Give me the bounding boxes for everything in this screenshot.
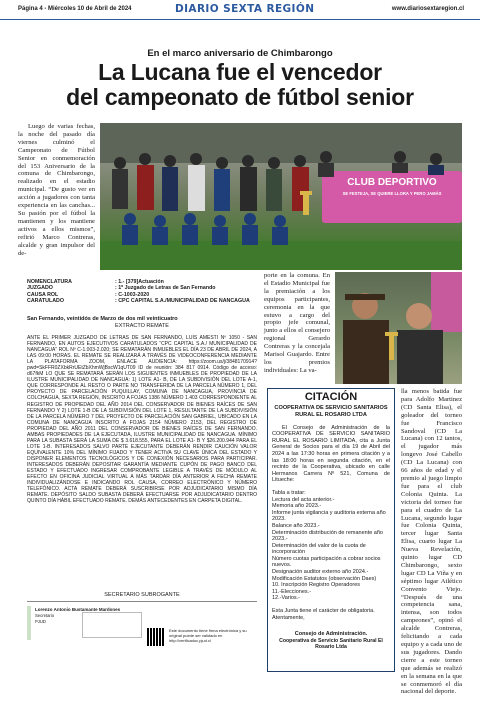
legal-row: CARATULADO : CPC CAPITAL S.A./MUNICIPALIDAD DE NANCAGUA <box>27 297 250 304</box>
signature-box <box>27 601 257 647</box>
award-photo-illustration <box>335 272 462 384</box>
citation-heading: CITACIÓN <box>304 391 358 403</box>
agenda-item: 11.-Elecciones.- <box>272 588 312 595</box>
qr-code <box>147 628 165 646</box>
agenda-item: 12.-Varios.- <box>272 595 301 602</box>
banner-title: CLUB DEPORTIVO <box>347 177 437 188</box>
legal-row: NOMENCLATURA : 1.- [379]Actuación <box>27 279 164 285</box>
article-column-1: Luego de varias fechas, la noche del pasado día viernes culminó el Campeonato de Fútbol Senior en conmemoración del 153 Aniversario de la comuna de Chimbarongo, realizado en el estadio municipal. “De gusto ver en acción a jugadores con tanta experiencia en las canchas... Su pasión por el fútbol la mantienen y los mantiene activos a ellos mismos”, refirió Marco Contreras, alcalde y gran impulsor del de- <box>18 123 95 257</box>
team-photo <box>100 123 462 270</box>
article-kicker: En el marco aniversario de Chimbarongo <box>147 48 333 59</box>
agenda-item: Balance año 2023.- <box>272 522 320 529</box>
page-header <box>0 0 480 20</box>
signature-note: Este documento tiene firma electrónica y su original puede ser validado en http://verificadoc.pjud.cl <box>169 628 247 643</box>
agenda-item: Número cuotas participación a cobrar socios nuevos. <box>272 555 381 569</box>
legal-place-date: San Fernando, veintidós de Marzo de dos mil veinticuatro <box>27 316 178 322</box>
extract-body: ANTE EL PRIMER JUZGADO DE LETRAS DE SAN FERNANDO, LUIS AMESTI Nº 1050 - SAN FERNANDO, EN AUTOS EJECUTIVOS CARATULADOS “CPC CAPITAL S.A./ MUNICIPALIDAD DE NANCAGUA” ROL Nº C-1.003-2.020; SE REMATARÁN INMUEBLES EL DÍA 23 DE ABRIL DE 2024, A LAS 09:00 HORAS. EL REMATE SE REALIZARÁ A TRAVÉS DE VIDEOCONFERENCIA MEDIANTE LA PLATAFORMA ZOOM, ENLACE AUDIENCIA: https://zoom.us/j/3848170914? pwd=SkFFR0ZXbkRrUEtZbXhmWjBscW1qUT09 ID de reunión: 384 817 0914. Código de acceso: d67fkM LO QUE SE REMATARÁ SERÁN LOS SIGUIENTES INMUEBLES DE PROPIEDAD DE LA ILUSTRE MUNICIPALIDAD DE NANCAGUA: 1) LOTE A1- B, DE LA SUBDIVISIÓN DEL LOTE A-1, QUE CORRESPONDE AL RESTO O PARTE NO TRANSFERIDA DE LA PARCELA NÚMERO 1, DEL PROYECTO DE PARCELACIÓN PUQUILLAY, COMUNA DE NANCAGUA, PROVINCIA DE COLCHAGUA, SEXTA REGIÓN, INSCRITO A FOJAS 1386 NÚMERO 1.403 CORRESPONDIENTE AL REGISTRO DE PROPIEDAD DEL AÑO 2014 DEL CONSERVADOR DE BIENES RAÍCES DE SAN FERNANDO Y 2) LOTE 1-B DE LA SUBDIVISIÓN DEL LOTE 1, RESULTANTE DE LA SUBDIVISIÓN DE LA PARCELA NÚMERO 7 DEL PROYECTO DE PARCELACIÓN SAN GABRIEL, UBICADO EN LA COMUNA DE NANCAGUA INSCRITO A FOJAS 2154 NÚMERO 2153, DEL REGISTRO DE PROPIEDAD DEL AÑO 2011 DEL CONSERVADOR DE BIENES RAÍCES DE SAN FERNANDO. AMBAS PROPIEDADES DE LA EJECUTADA, ILUSTRE MUNICIPALIDAD DE NANCAGUA. MÍNIMO PARA LA SUBASTA SERÁ LA SUMA DE $ 3.618.555, PARA EL LOTE A1- B Y $26.200.944 PARA EL LOTE 1-B. INTERESADOS SALVO PARTE EJECUTANTE DEBERÁN RENDIR CAUCIÓN VALOR EQUIVALENTE 10% DEL MÍNIMO FIJADO Y TENER ACTIVA SU CLAVE ÚNICA DEL ESTADO Y DISPONER ELEMENTOS TECNOLÓGICOS Y DE CONEXIÓN NECESARIOS PARA PARTICIPAR. INTERESADOS DEBERÁN DEPOSITAR GARANTÍA MEDIANTE CUPÓN DE PAGO BANCO DEL ESTADO Y EFECTUADO INGRESAR COMPROBANTE LEGIBLE A TRAVÉS DE MÓDULO AL EFECTO EN OFICINA JUDICIAL VIRTUAL A MÁS TARDAR DÍA ANTERIOR A FECHA REMATE INDIVIDUALIZÁNDOSE E INDICANDO ROL CAUSA, CORREO ELECTRÓNICO Y NÚMERO TELEFÓNICO. ACTA REMATE DEBERÁ SUSCRIBIRSE POR ADJUDICATARIO MISMO DÍA REMATE. DEPÓSITO SALDO SUBASTA DEBERÁ EFECTUARSE POR ADJUDICATARIO DENTRO QUINTO DÍA HÁBIL EFECTUADO REMATE. DEMÁS ANTECEDENTES EN CARPETA DIGITAL. <box>27 335 257 505</box>
legal-notice-header <box>27 279 257 304</box>
agenda-item: Determinación del valor de la cuota de incorporación <box>272 542 366 556</box>
article-column-4: lla menos batida fue para Adolfo Martinez (CD Santa Elisa), el goleador del torneo fue Francisco Sandoval (CD La Lucana) con 12 tantos, el jugador más longevo José Cabello (CD La Lucana) con 66 años de edad y el premio al juego limpio fue para el club Colonia Quinta. La victoria del torneo fue para el cuadro de La Lucana, segundo lugar fue Colonia Quinta, tercer lugar Santa Elisa, cuarto lugar La Nueva Revelación, quinto lugar CD Chimbarongo, sexto lugar CD La Viña y en séptimo lugar Atlético Convento Viejo. “Después de una competencia sana, intensa, son todos campeones”, opinó el alcalde Contreras, felicitando a cada equipo y a cada uno de sus jugadores. Dando cierre a este torneo que además se realizó en la semana en la que se conmemoró el día nacional del deporte. <box>401 388 462 696</box>
page-date: Página 4 - Miércoles 10 de Abril de 2024 <box>18 6 132 12</box>
signature-accent <box>27 606 31 640</box>
citation-sign-1: Consejo de Administración. <box>294 631 368 638</box>
article-column-2: porte en la comuna. En el Estadio Municipal fue la premiación a los equipos participantes, ceremonia en la que estuvo a cargo del propio jefe comunal, junto a ellos el consejero regional Gerardo Contreras y la concejala Marisol Guajardo. Entre los premios individuales: La va- <box>264 272 330 374</box>
legal-row: CAUSA ROL : C-1003-2020 <box>27 291 150 298</box>
website-link[interactable]: www.diariosextaregion.cl <box>391 6 464 12</box>
citation-agenda-title: Tabla a tratar: <box>272 489 306 496</box>
citation-agenda <box>272 497 390 603</box>
agenda-item: Lectura del acta anterior.- <box>272 496 335 503</box>
agenda-item: 10. Inscripción Registro Operadores <box>272 582 361 589</box>
signer-role: Secretario <box>35 613 55 618</box>
legal-row: JUZGADO : 1º Juzgado de Letras de San Fernando <box>27 285 216 292</box>
agenda-item: Modificación Estatutos (observación Daes) <box>272 575 377 582</box>
citation-sign-2: Cooperativa de Servicio Sanitario Rural El Rosario Ltda <box>279 637 383 651</box>
agenda-item: Determinación distribución de remanente año 2023.- <box>272 529 383 543</box>
extract-title: EXTRACTO REMATE <box>115 323 169 329</box>
signature-seal <box>82 612 142 638</box>
team-photo-illustration <box>100 123 462 270</box>
citation-org: COOPERATIVA DE SERVICIO SANITARIOS RURAL EL ROSARIO LTDA <box>274 404 388 418</box>
agenda-item: Memoria año 2023.- <box>272 503 322 510</box>
citation-notice <box>267 388 395 672</box>
signer-org: PJUD <box>35 619 46 624</box>
award-photo <box>335 272 462 384</box>
agenda-item: Informe junta vigilancia y auditoria externa año 2023. <box>272 509 386 523</box>
extract-signer: SECRETARIO SUBROGANTE <box>104 592 180 598</box>
citation-intro: El Consejo de Administración de la COOPERATIVA DE SERVICIO SANITARIO RURAL EL ROSARIO LIMITADA, cita a Junta General de Socios para el día 19 de Abril del 2024 a las 17:30 horas en primera citación y a las 18:00 horas en segunda citación, en el recinto de la Cooperativa, ubicado en calle Hermanos Carrera Nº 521, Comuna de Litueche: <box>272 424 390 484</box>
banner-subtitle: SE FESTEJA, SE QUIERE LLORA Y PERO JAMÁS <box>342 191 442 196</box>
agenda-item: Designación auditor externo año 2024.- <box>272 569 369 576</box>
signer-name: Lorenzo Antonio Bustamante Mardones <box>35 607 121 612</box>
newspaper-name: DIARIO SEXTA REGIÓN <box>175 3 315 15</box>
article-title: La Lucana fue el vencedor del campeonato de fútbol senior <box>66 59 414 110</box>
citation-closing: Esta Junta tiene el carácter de obligatoria. Atentamente, <box>272 608 375 621</box>
